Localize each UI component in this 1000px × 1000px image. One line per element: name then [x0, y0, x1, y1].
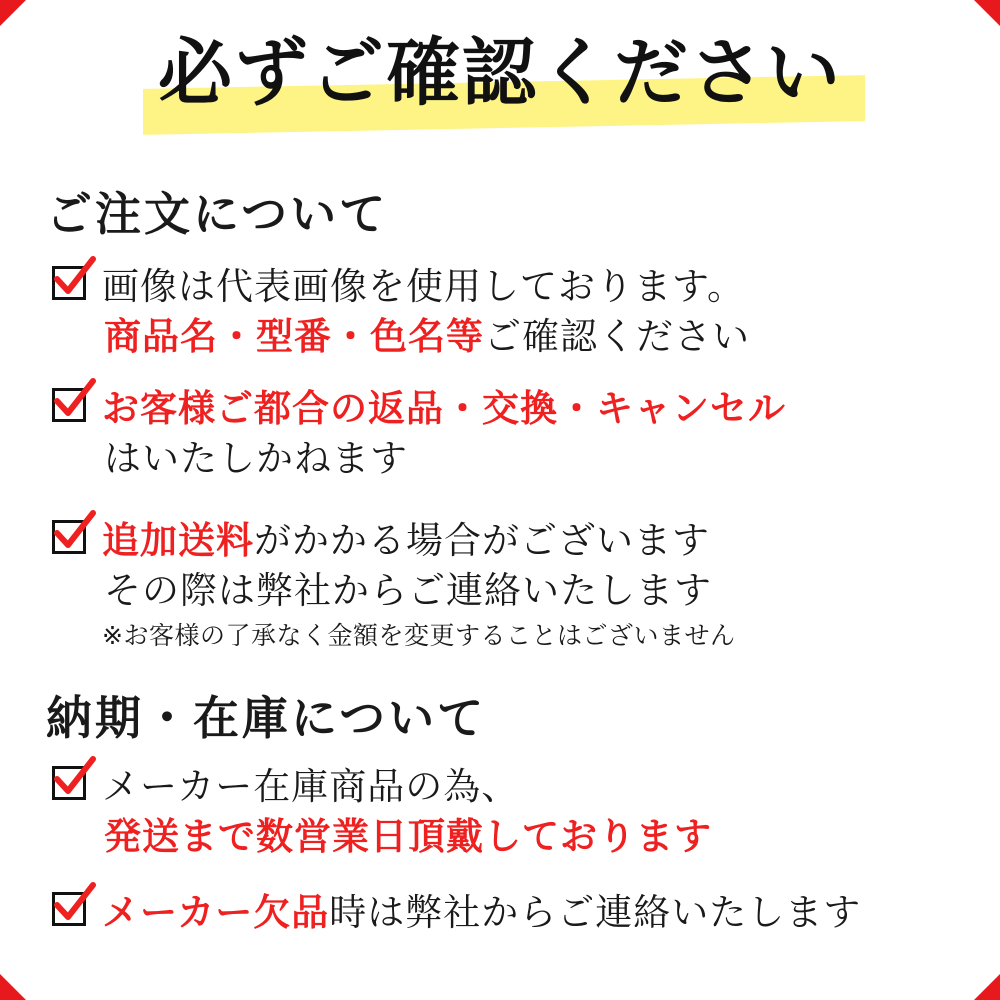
checklist-item	[52, 888, 962, 938]
checklist-line: お客様ご都合の返品・交換・キャンセル	[102, 387, 786, 430]
checklist-item	[52, 384, 962, 484]
checklist-item	[52, 762, 962, 862]
checkbox-icon	[52, 388, 86, 422]
checklist-line: その際は弊社からご連絡いたします	[104, 569, 712, 612]
checklist-item-text	[102, 384, 962, 484]
corner-accent-bottom-right	[974, 974, 1000, 1000]
section-heading-orders: ご注文について	[46, 187, 389, 241]
checklist-line: メーカー欠品時は弊社からご連絡いたします	[102, 891, 862, 934]
checklist-item-text	[102, 262, 962, 362]
checklist-item-text	[102, 516, 962, 616]
checklist-item	[52, 516, 962, 656]
checklist-line: 商品名・型番・色名等ご確認ください	[104, 315, 750, 358]
checklist-line: 画像は代表画像を使用しております。	[102, 265, 746, 308]
checklist-item-text	[102, 888, 962, 938]
checklist-item	[52, 262, 962, 362]
section-heading-delivery: 納期・在庫について	[46, 691, 487, 745]
corner-accent-top-right	[974, 0, 1000, 26]
corner-accent-top-left	[0, 0, 26, 26]
checklist-line: メーカー在庫商品の為、	[102, 765, 520, 808]
checklist-line: はいたしかねます	[104, 437, 408, 480]
checklist-line: 発送まで数営業日頂戴しております	[104, 815, 712, 858]
checkbox-icon	[52, 766, 86, 800]
checklist-line: 追加送料がかかる場合がございます	[102, 519, 710, 562]
checkbox-icon	[52, 266, 86, 300]
checkbox-icon	[52, 892, 86, 926]
checklist-item-text	[102, 762, 962, 862]
checkbox-icon	[52, 520, 86, 554]
page-title-wrap	[0, 30, 1000, 116]
page-title: 必ずご確認ください	[158, 30, 842, 116]
corner-accent-bottom-left	[0, 974, 26, 1000]
checklist-note: ※お客様の了承なく金額を変更することはございません	[102, 621, 736, 650]
